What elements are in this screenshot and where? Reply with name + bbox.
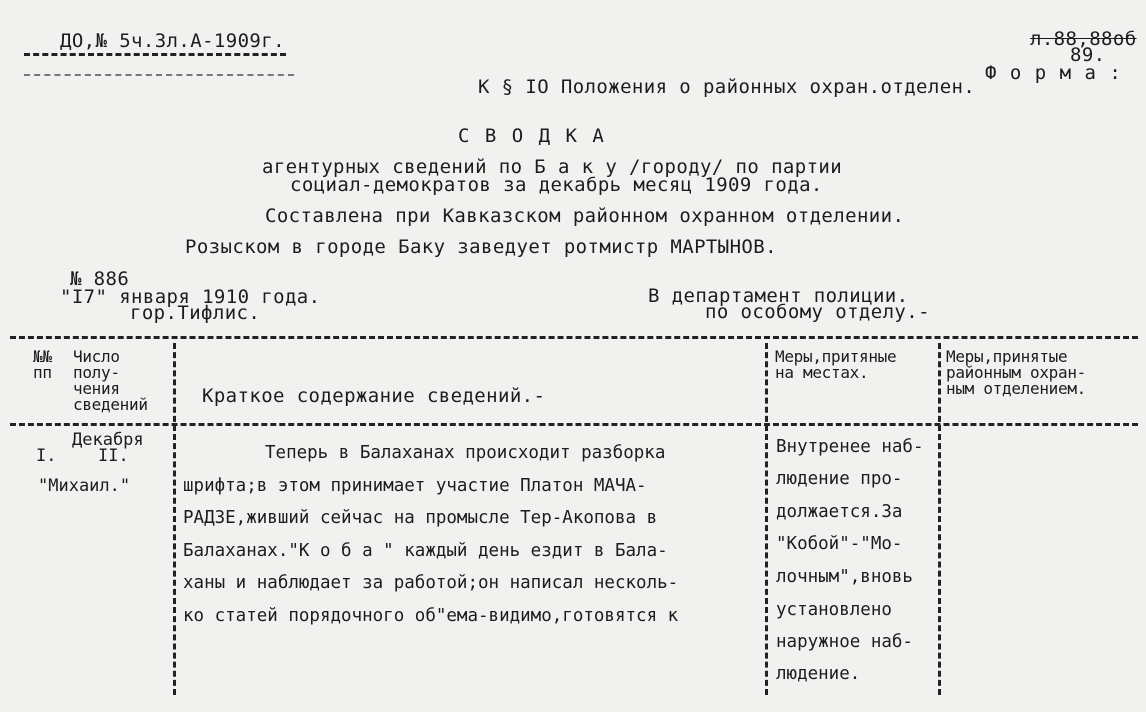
document-date: "I7" января 1910 года. bbox=[60, 286, 321, 308]
row-day: II. bbox=[98, 446, 129, 466]
measures-line-7: наружное наб- bbox=[776, 632, 913, 652]
table-header-rule bbox=[10, 423, 1138, 426]
header-dept-1: Меры,принятые bbox=[946, 347, 1068, 366]
title-line-1: агентурных сведений по Б а к у /городу/ по партии bbox=[262, 156, 843, 178]
sheet-reference-struck: л.88,88об bbox=[1030, 28, 1137, 50]
measures-line-4: "Кобой"-"Мо- bbox=[776, 534, 903, 554]
compiled-by: Составлена при Кавказском районном охранном отделении. bbox=[265, 205, 905, 227]
header-date-3: чения bbox=[73, 379, 120, 398]
measures-line-2: людение про- bbox=[776, 469, 903, 489]
content-line-3: РАДЗЕ,живший сейчас на промысле Тер-Акопова в bbox=[183, 508, 658, 528]
content-line-6: ко статей порядочного об"ема-видимо,готовятся к bbox=[183, 606, 679, 626]
header-num-2: пп bbox=[33, 363, 52, 382]
header-num-1: №№ bbox=[33, 347, 52, 366]
document-heading: С В О Д К А bbox=[458, 125, 606, 147]
row-source: "Михаил." bbox=[38, 476, 131, 496]
header-content: Краткое содержание сведений.- bbox=[202, 385, 546, 407]
document-number: № 886 bbox=[70, 268, 130, 290]
form-label: Ф о р м а : bbox=[985, 62, 1122, 84]
row-month: Декабря bbox=[72, 430, 144, 450]
row-number: I. bbox=[36, 446, 57, 466]
header-local-1: Меры,притяные bbox=[775, 347, 897, 366]
column-divider-1 bbox=[173, 343, 176, 695]
measures-line-6: установлено bbox=[776, 600, 892, 620]
file-reference: ДО,№ 5ч.3л.А-1909г. bbox=[60, 30, 285, 52]
measures-line-5: лочным",вновь bbox=[776, 567, 913, 587]
faint-rule bbox=[24, 74, 294, 76]
column-divider-2 bbox=[765, 343, 768, 695]
header-local-2: на местах. bbox=[775, 363, 869, 382]
sheet-reference-new: 89. bbox=[1070, 44, 1106, 66]
title-line-2: социал-демократов за декабрь месяц 1909 года. bbox=[290, 174, 823, 196]
content-line-2: шрифта;в этом принимает участие Платон МАЧА- bbox=[183, 476, 647, 496]
header-dept-2: районным охран- bbox=[946, 363, 1086, 382]
content-line-4: Балаханах."К о б а " каждый день ездит в Бала- bbox=[183, 541, 668, 561]
header-date-1: Число bbox=[73, 347, 120, 366]
search-officer: Розыском в городе Баку заведует ротмистр МАРТЫНОВ. bbox=[185, 236, 777, 258]
document-city: гор.Тифлис. bbox=[130, 302, 261, 324]
header-dept-3: ным отделением. bbox=[946, 379, 1086, 398]
addressee-line-2: по особому отделу.- bbox=[705, 301, 930, 323]
content-line-5: ханы и наблюдает за работой;он написал несколь- bbox=[183, 573, 679, 593]
file-reference-underline bbox=[24, 53, 286, 56]
header-date-4: сведений bbox=[73, 395, 148, 414]
content-line-1: Теперь в Балаханах происходит разборка bbox=[265, 443, 666, 463]
regulation-reference: К § IO Положения о районных охран.отделен. bbox=[478, 76, 976, 98]
addressee-line-1: В департамент полиции. bbox=[648, 285, 909, 307]
measures-line-8: людение. bbox=[776, 664, 861, 684]
measures-line-3: должается.За bbox=[776, 502, 903, 522]
column-divider-3 bbox=[938, 343, 941, 695]
header-date-2: полу- bbox=[73, 363, 120, 382]
table-top-rule bbox=[10, 336, 1138, 339]
measures-line-1: Внутренее наб- bbox=[776, 437, 924, 457]
